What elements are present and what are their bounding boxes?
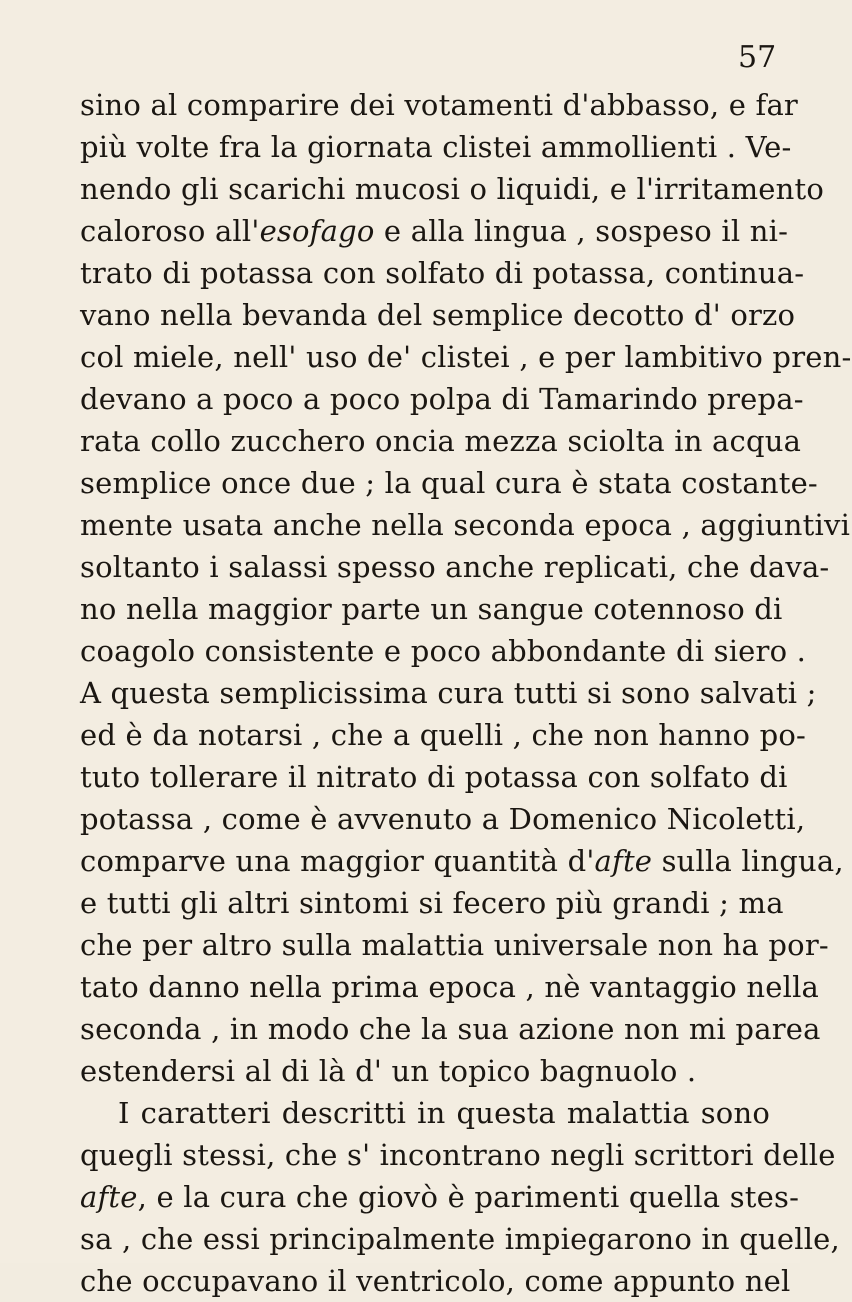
text-line: mente usata anche nella seconda epoca , aggiuntivi <box>80 508 851 542</box>
text-line: che occupavano il ventricolo, come appunto nel <box>80 1264 791 1298</box>
text-line: potassa , come è avvenuto a Domenico Nicoletti, <box>80 802 806 836</box>
text-line: vano nella bevanda del semplice decotto d' orzo <box>80 298 796 332</box>
italic-term: esofago <box>259 214 375 248</box>
text-line: che per altro sulla malattia universale non ha por- <box>80 928 829 962</box>
text-line: coagolo consistente e poco abbondante di siero . <box>80 634 807 668</box>
italic-term: afte <box>594 844 653 878</box>
text-line: più volte fra la giornata clistei ammollienti . Ve- <box>80 130 792 164</box>
text-line: caloroso all'esofago e alla lingua , sospeso il ni- <box>80 214 789 248</box>
text-line: soltanto i salassi spesso anche replicati, che dava- <box>80 550 830 584</box>
text-line: comparve una maggior quantità d'afte sulla lingua, <box>80 844 844 878</box>
paragraph-start-line: I caratteri descritti in questa malattia sono <box>118 1096 770 1130</box>
text-line: devano a poco a poco polpa di Tamarindo prepa- <box>80 382 804 416</box>
text-line: A questa semplicissima cura tutti si sono salvati ; <box>80 676 817 710</box>
text-line: sino al comparire dei votamenti d'abbasso, e far <box>80 88 798 122</box>
text-line: no nella maggior parte un sangue cotennoso di <box>80 592 783 626</box>
text-line: rata collo zucchero oncia mezza sciolta in acqua <box>80 424 802 458</box>
text-line: seconda , in modo che la sua azione non mi parea <box>80 1012 821 1046</box>
page-number: 57 <box>738 40 777 75</box>
text-line: afte, e la cura che giovò è parimenti quella stes- <box>80 1180 800 1214</box>
text-line: sa , che essi principalmente impiegarono in quelle, <box>80 1222 840 1256</box>
italic-term: afte <box>80 1180 138 1214</box>
text-line: tato danno nella prima epoca , nè vantaggio nella <box>80 970 820 1004</box>
text-line: e tutti gli altri sintomi si fecero più grandi ; ma <box>80 886 784 920</box>
text-line: ed è da notarsi , che a quelli , che non hanno po- <box>80 718 806 752</box>
text-line: tuto tollerare il nitrato di potassa con solfato di <box>80 760 788 794</box>
text-line: semplice once due ; la qual cura è stata costante- <box>80 466 818 500</box>
text-line: trato di potassa con solfato di potassa, continua- <box>80 256 805 290</box>
text-line: estendersi al di là d' un topico bagnuolo . <box>80 1054 697 1088</box>
text-line: nendo gli scarichi mucosi o liquidi, e l'irritamento <box>80 172 825 206</box>
text-line: col miele, nell' uso de' clistei , e per lambitivo pren- <box>80 340 852 374</box>
text-line: quegli stessi, che s' incontrano negli scrittori delle <box>80 1138 836 1172</box>
